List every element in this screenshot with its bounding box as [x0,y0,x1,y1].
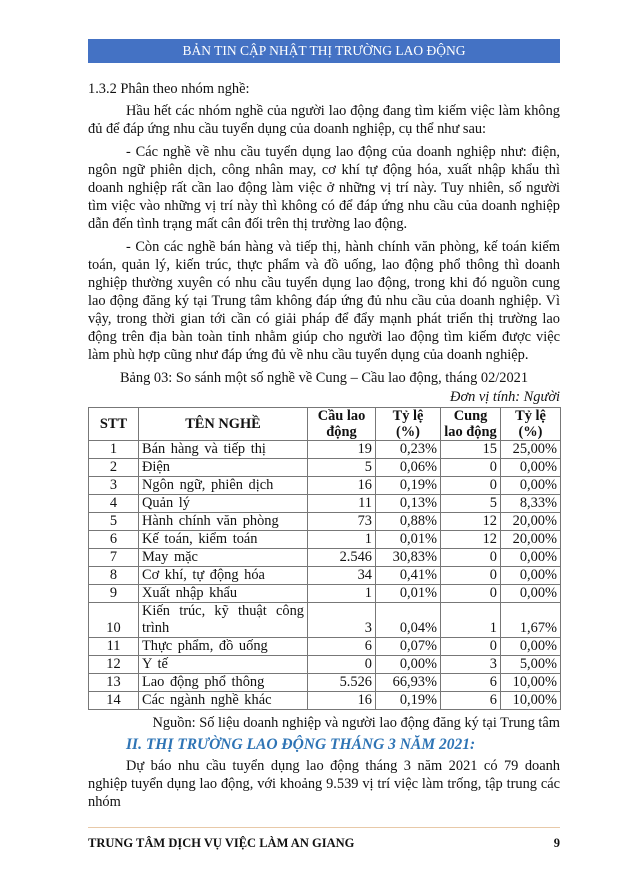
paragraph-shortage: - Các nghề về nhu cầu tuyển dụng lao động của doanh nghiệp như: điện, ngôn ngữ phiên dịch, công nhân may, cơ khí tự động hóa, xuất nhập khẩu thì doanh nghiệp rất cần lao động làm việc ở những vị trí này. Tuy nhiên, số người tìm việc vào những vị trí này thì không có để đáp ứng nhu cầu của doanh nghiệp dẫn đến tình trạng mất cân đối trên thị trường lao động. [88,144,560,232]
row-demand: 16 [308,692,376,710]
row-supply-rate: 0,00% [501,549,561,567]
table-caption: Bảng 03: So sánh một số nghề về Cung – Cầu lao động, tháng 02/2021 [119,370,529,386]
row-demand-rate: 0,88% [376,513,441,531]
table-row [89,549,561,567]
row-stt: 12 [89,656,139,674]
header-supply-rate: Tỷ lệ (%) [501,408,561,441]
table-row [89,495,561,513]
table-unit: Đơn vị tính: Người [450,389,560,405]
row-demand-rate: 0,13% [376,495,441,513]
footer-wrap [88,827,560,851]
row-supply: 1 [441,603,501,638]
row-occupation: Thực phẩm, đồ uống [139,638,308,656]
row-demand-rate: 0,19% [376,692,441,710]
row-occupation: Kế toán, kiểm toán [139,531,308,549]
page [88,0,560,865]
row-supply-rate: 0,00% [501,638,561,656]
row-stt: 3 [89,477,139,495]
row-demand-rate: 0,01% [376,585,441,603]
row-demand-rate: 0,19% [376,477,441,495]
row-supply: 6 [441,674,501,692]
row-demand: 5.526 [308,674,376,692]
footer-organization: TRUNG TÂM DỊCH VỤ VIỆC LÀM AN GIANG [88,836,355,850]
row-supply: 6 [441,692,501,710]
row-demand-rate: 30,83% [376,549,441,567]
newsletter-header: BẢN TIN CẬP NHẬT THỊ TRƯỜNG LAO ĐỘNG [88,39,560,63]
row-stt: 14 [89,692,139,710]
row-supply-rate: 1,67% [501,603,561,638]
row-demand: 5 [308,459,376,477]
row-demand: 73 [308,513,376,531]
table-row [89,656,561,674]
table-header-row [89,408,561,441]
row-supply: 12 [441,513,501,531]
row-occupation: Cơ khí, tự động hóa [139,567,308,585]
table-row [89,441,561,459]
row-supply: 0 [441,477,501,495]
header-supply: Cung lao động [441,408,501,441]
row-demand: 1 [308,531,376,549]
table-source: Nguồn: Số liệu doanh nghiệp và người lao động đăng ký tại Trung tâm [152,715,560,731]
row-occupation: Bán hàng và tiếp thị [139,441,308,459]
table-row [89,531,561,549]
row-demand: 34 [308,567,376,585]
row-demand: 2.546 [308,549,376,567]
row-supply: 0 [441,549,501,567]
table-row [89,674,561,692]
section-heading: 1.3.2 Phân theo nhóm nghề: [88,81,250,97]
page-footer [88,835,560,851]
row-stt: 4 [89,495,139,513]
row-occupation: Kiến trúc, kỹ thuật công trình [139,603,308,638]
table-row [89,585,561,603]
row-occupation: Ngôn ngữ, phiên dịch [139,477,308,495]
row-supply-rate: 0,00% [501,567,561,585]
row-supply: 5 [441,495,501,513]
row-occupation: Quản lý [139,495,308,513]
supply-demand-table [88,407,561,710]
row-supply: 12 [441,531,501,549]
row-occupation: May mặc [139,549,308,567]
paragraph-intro: Hầu hết các nhóm nghề của người lao động đang tìm kiếm việc làm không đủ để đáp ứng nhu cầu tuyển dụng của doanh nghiệp, cụ thể như sau: [88,103,560,137]
row-occupation: Xuất nhập khẩu [139,585,308,603]
row-supply-rate: 8,33% [501,495,561,513]
row-demand-rate: 66,93% [376,674,441,692]
table-row [89,513,561,531]
row-demand: 1 [308,585,376,603]
row-stt: 5 [89,513,139,531]
row-demand-rate: 0,04% [376,603,441,638]
row-supply: 0 [441,567,501,585]
row-occupation: Lao động phổ thông [139,674,308,692]
row-stt: 9 [89,585,139,603]
section2-heading: II. THỊ TRƯỜNG LAO ĐỘNG THÁNG 3 NĂM 2021: [126,736,476,753]
header-stt: STT [89,408,139,441]
row-supply: 0 [441,585,501,603]
row-occupation: Các ngành nghề khác [139,692,308,710]
table-row [89,603,561,638]
row-demand-rate: 0,07% [376,638,441,656]
row-stt: 2 [89,459,139,477]
paragraph-forecast: Dự báo nhu cầu tuyển dụng lao động tháng 3 năm 2021 có 79 doanh nghiệp tuyển dụng lao động, với khoảng 9.539 vị trí việc làm trống, tập trung các nhóm [88,758,560,810]
header-demand: Cầu lao động [308,408,376,441]
row-demand-rate: 0,01% [376,531,441,549]
table-row [89,477,561,495]
row-supply: 0 [441,459,501,477]
row-stt: 7 [89,549,139,567]
row-supply: 3 [441,656,501,674]
row-supply: 15 [441,441,501,459]
row-supply-rate: 0,00% [501,585,561,603]
row-supply-rate: 25,00% [501,441,561,459]
row-demand: 16 [308,477,376,495]
row-stt: 8 [89,567,139,585]
row-demand: 0 [308,656,376,674]
page-number: 9 [553,836,560,850]
row-demand: 11 [308,495,376,513]
row-demand-rate: 0,41% [376,567,441,585]
footer-rule [88,827,560,828]
row-demand-rate: 0,00% [376,656,441,674]
row-supply-rate: 20,00% [501,513,561,531]
table-row [89,567,561,585]
row-stt: 10 [89,603,139,638]
header-demand-rate: Tỷ lệ (%) [376,408,441,441]
row-occupation: Y tế [139,656,308,674]
page-content [88,80,560,811]
row-supply-rate: 10,00% [501,692,561,710]
row-stt: 6 [89,531,139,549]
row-supply: 0 [441,638,501,656]
row-occupation: Điện [139,459,308,477]
table-row [89,692,561,710]
table-row [89,638,561,656]
row-occupation: Hành chính văn phòng [139,513,308,531]
row-demand: 3 [308,603,376,638]
row-stt: 13 [89,674,139,692]
row-supply-rate: 5,00% [501,656,561,674]
paragraph-demand: - Còn các nghề bán hàng và tiếp thị, hành chính văn phòng, kế toán kiểm toán, quản lý, kiến trúc, thực phẩm và đồ uống, lao động phổ thông thì doanh nghiệp thường xuyên có nhu cầu tuyển dụng lao động, trong khi đó nguồn cung lao động đăng ký tại Trung tâm không đáp ứng đủ nhu cầu của doanh nghiệp. Vì vậy, trong thời gian tới cần có giải pháp để đẩy mạnh phát triển thị trường lao động trên địa bàn toàn tỉnh nhằm giúp cho người lao động tìm kiếm được việc làm phù hợp cũng như đáp ứng đủ về nhu cầu tuyển dụng của doanh nghiệp. [88,239,560,363]
row-stt: 1 [89,441,139,459]
row-stt: 11 [89,638,139,656]
row-demand-rate: 0,06% [376,459,441,477]
row-supply-rate: 10,00% [501,674,561,692]
row-demand-rate: 0,23% [376,441,441,459]
row-supply-rate: 0,00% [501,459,561,477]
row-demand: 6 [308,638,376,656]
row-supply-rate: 20,00% [501,531,561,549]
row-supply-rate: 0,00% [501,477,561,495]
row-demand: 19 [308,441,376,459]
table-row [89,459,561,477]
header-occupation: TÊN NGHỀ [139,408,308,441]
